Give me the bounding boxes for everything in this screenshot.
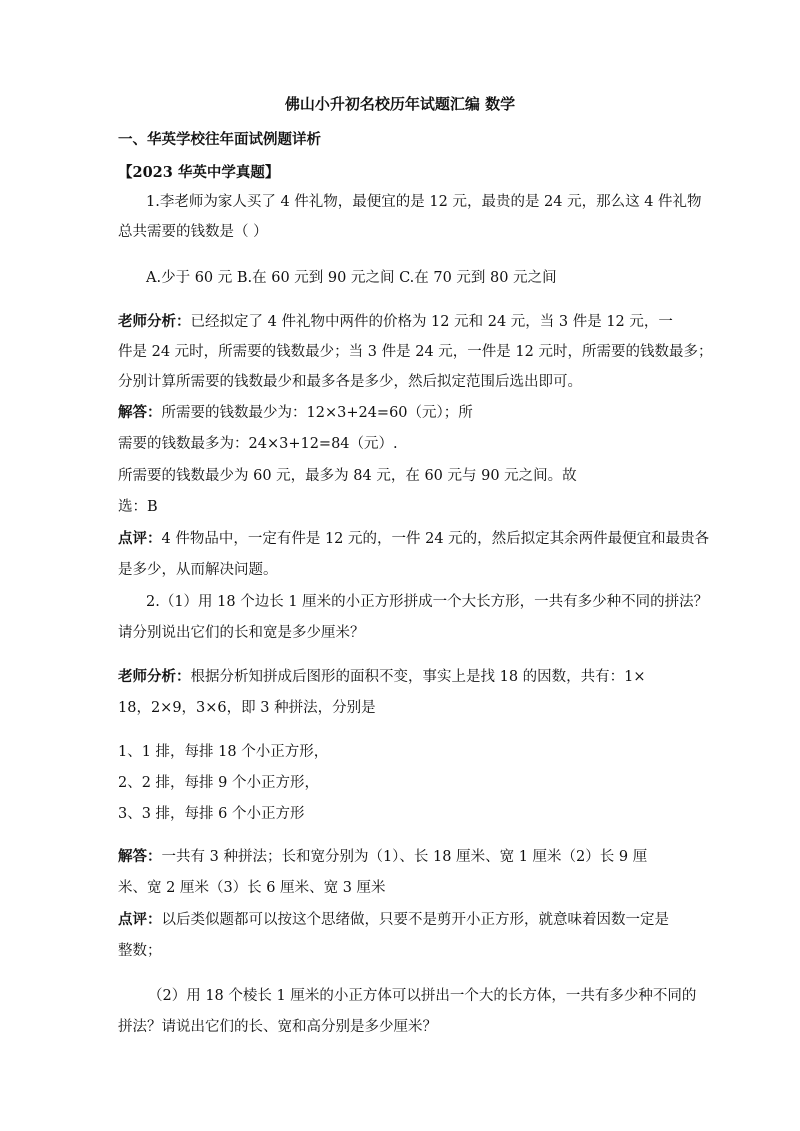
comment-label: 点评： <box>118 911 162 928</box>
analysis-label: 老师分析： <box>118 313 191 330</box>
analysis-label: 老师分析： <box>118 668 191 685</box>
q2-comment-line-2: 整数； <box>118 943 162 959</box>
question-1-text: 1.李老师为家人买了 4 件礼物，最便宜的是 12 元，最贵的是 24 元，那么这 4 件礼物 <box>146 194 702 210</box>
q2-answer-line-2: 米、宽 2 厘米（3）长 6 厘米、宽 3 厘米 <box>118 880 386 896</box>
answer-text: 一共有 3 种拼法；长和宽分别为（1）、长 18 厘米、宽 1 厘米（2）长 9 厘 <box>161 849 648 865</box>
q2-analysis-line-2: 18，2×9，3×6，即 3 种拼法，分别是 <box>118 700 376 716</box>
q1-analysis-line-2: 件是 24 元时，所需要的钱数最少；当 3 件是 24 元，一件是 12 元时，所需要的钱数最多； <box>118 344 713 360</box>
question-2-text-cont: 请分别说出它们的长和宽是多少厘米？ <box>118 625 365 641</box>
question-2-text: 2.（1）用 18 个边长 1 厘米的小正方形拼成一个大长方形，一共有多少种不同的拼法？ <box>146 594 709 610</box>
comment-text: 4 件物品中，一定有件是 12 元的，一件 24 元的，然后拟定其余两件最便宜和最贵各 <box>161 531 710 547</box>
answer-label: 解答： <box>118 848 162 865</box>
page-title: 佛山小升初名校历年试题汇编 数学 <box>284 95 516 113</box>
list-item: 1、1 排，每排 18 个小正方形， <box>118 744 329 760</box>
q1-analysis-line-3: 分别计算所需要的钱数最少和最多各是多少，然后拟定范围后选出即可。 <box>118 374 582 390</box>
answer-label: 解答： <box>118 404 162 421</box>
answer-text: 所需要的钱数最少为：12×3+24=60（元）；所 <box>161 405 473 421</box>
question-1-options: A.少于 60 元 B.在 60 元到 90 元之间 C.在 70 元到 80 元之间 <box>146 270 557 286</box>
q1-comment-line <box>118 529 710 549</box>
q1-answer-line <box>118 403 682 423</box>
q2-comment-line <box>118 910 682 930</box>
list-item: 2、2 排，每排 9 个小正方形， <box>118 775 320 791</box>
q2-answer-line <box>118 847 682 867</box>
comment-label: 点评： <box>118 530 162 547</box>
q1-answer-line-3: 所需要的钱数最少为 60 元，最多为 84 元，在 60 元与 90 元之间。故 <box>118 468 577 484</box>
analysis-text: 根据分析知拼成后图形的面积不变，事实上是找 18 的因数，共有：1× <box>190 669 646 685</box>
q2-analysis-line <box>118 667 682 687</box>
comment-text: 以后类似题都可以按这个思绪做，只要不是剪开小正方形，就意味着因数一定是 <box>161 912 669 928</box>
q1-answer-line-2: 需要的钱数最多为：24×3+12=84（元）. <box>118 436 398 452</box>
list-item: 3、3 排，每排 6 个小正方形 <box>118 806 305 822</box>
analysis-text: 已经拟定了 4 件礼物中两件的价格为 12 元和 24 元，当 3 件是 12 元，一 <box>190 314 673 330</box>
exam-heading: 【2023 华英中学真题】 <box>118 164 280 181</box>
q1-analysis-line <box>118 312 682 332</box>
q1-comment-line-2: 是多少，从而解决问题。 <box>118 562 278 578</box>
question-2-part-2-cont: 拼法？请说出它们的长、宽和高分别是多少厘米？ <box>118 1019 437 1035</box>
question-1-text-cont: 总共需要的钱数是（ ） <box>118 224 268 240</box>
question-2-part-2: （2）用 18 个棱长 1 厘米的小正方体可以拼出一个大的长方体，一共有多少种不同的 <box>148 988 697 1004</box>
section-heading: 一、华英学校往年面试例题详析 <box>118 131 321 148</box>
q1-answer-line-4: 选：B <box>118 499 158 515</box>
